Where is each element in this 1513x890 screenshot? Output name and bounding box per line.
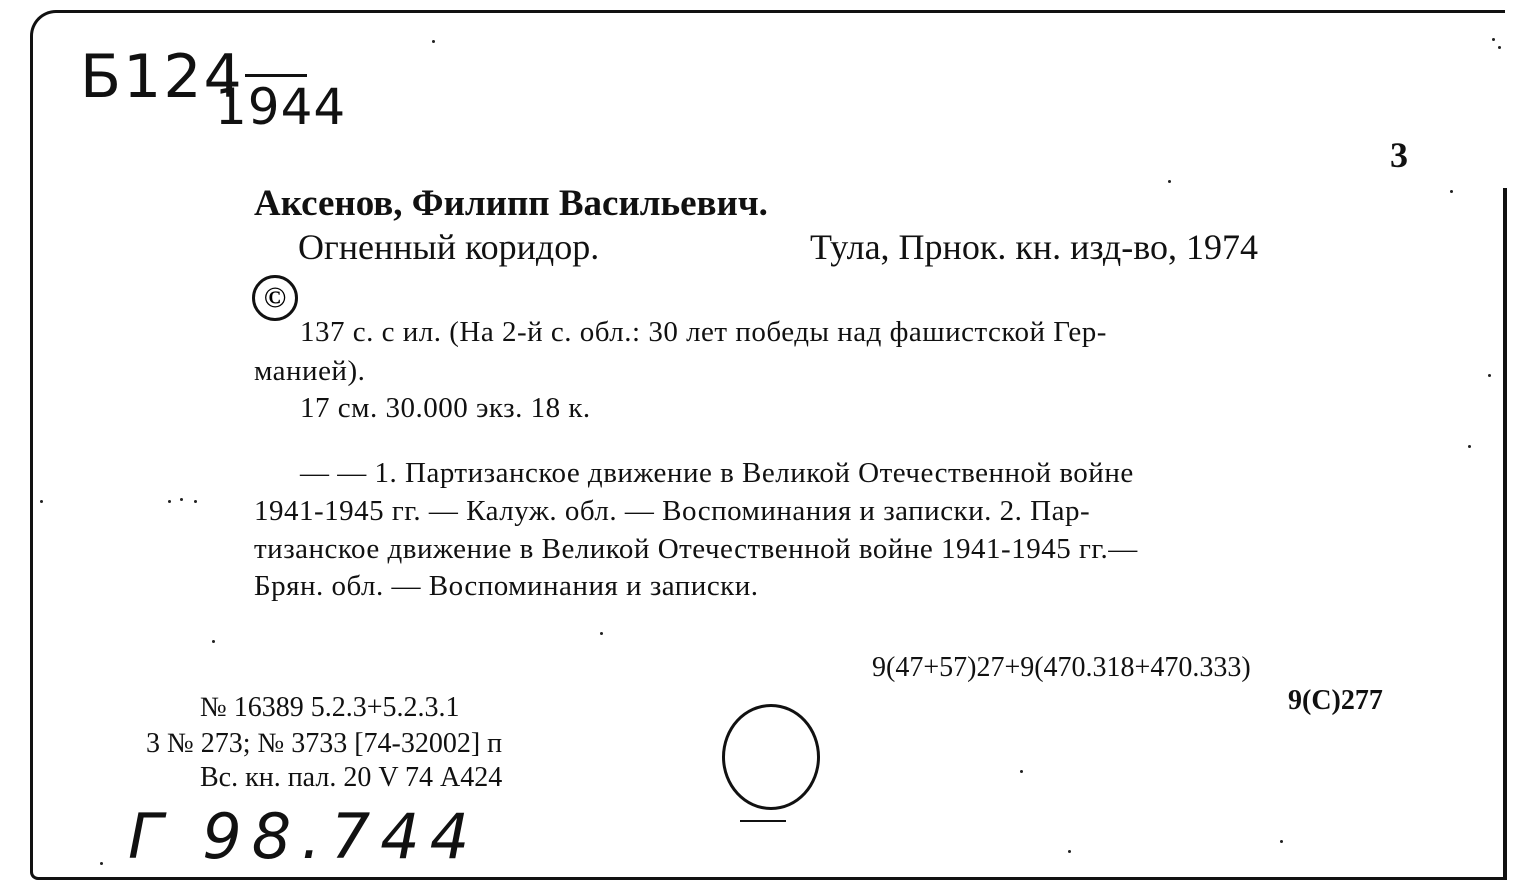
speck — [432, 40, 435, 43]
speck — [1068, 850, 1071, 853]
book-imprint: Тула, Прнок. кн. изд-во, 1974 — [810, 227, 1258, 267]
copyright-symbol: © — [252, 275, 298, 321]
speck — [1468, 445, 1471, 448]
speck — [1168, 180, 1171, 183]
description-line-1: 137 с. с ил. (На 2-й с. обл.: 30 лет победы над фашистской Гер- — [300, 316, 1107, 348]
subjects-line-3: тизанское движение в Великой Отечественной войне 1941-1945 гг.— — [254, 533, 1138, 565]
speck — [180, 498, 183, 501]
subjects-line-4: Брян. обл. — Воспоминания и записки. — [254, 570, 759, 602]
speck — [40, 500, 43, 503]
registry-line-2: 3 № 273; № 3733 [74-32002] п — [146, 728, 503, 759]
handwritten-call-number: Г 98.744 — [128, 800, 480, 873]
speck — [194, 500, 197, 503]
description-line-2: манией). — [254, 355, 366, 387]
classification-index-1: 9(47+57)27+9(470.318+470.333) — [872, 652, 1251, 683]
registry-line-1: № 16389 5.2.3+5.2.3.1 — [200, 692, 460, 723]
subjects-line-1: — — 1. Партизанское движение в Великой Отечественной войне — [300, 457, 1134, 489]
speck — [1280, 840, 1283, 843]
speck — [1492, 38, 1495, 41]
shelfmark-underline — [245, 74, 307, 77]
classification-index-2: 9(С)277 — [1288, 685, 1383, 716]
speck — [1498, 46, 1501, 49]
speck — [600, 632, 603, 635]
registry-line-3: Вс. кн. пал. 20 V 74 А424 — [200, 762, 503, 793]
handwritten-shelfmark: Б124 — [80, 42, 244, 112]
stamp-circle — [722, 704, 820, 810]
handwritten-shelfmark-year: 1944 — [215, 78, 347, 136]
author-heading: Аксенов, Филипп Васильевич. — [254, 183, 768, 224]
speck — [168, 500, 171, 503]
card-number: 3 — [1390, 135, 1408, 175]
stamp-underline — [740, 820, 786, 822]
book-title: Огненный коридор. — [298, 227, 600, 267]
speck — [1488, 374, 1491, 377]
speck — [1020, 770, 1023, 773]
subjects-line-2: 1941-1945 гг. — Калуж. обл. — Воспоминания и записки. 2. Пар- — [254, 495, 1091, 527]
card-right-edge — [1503, 188, 1507, 880]
description-line-3: 17 см. 30.000 экз. 18 к. — [300, 392, 591, 424]
speck — [100, 862, 103, 865]
speck — [212, 640, 215, 643]
speck — [1450, 190, 1453, 193]
